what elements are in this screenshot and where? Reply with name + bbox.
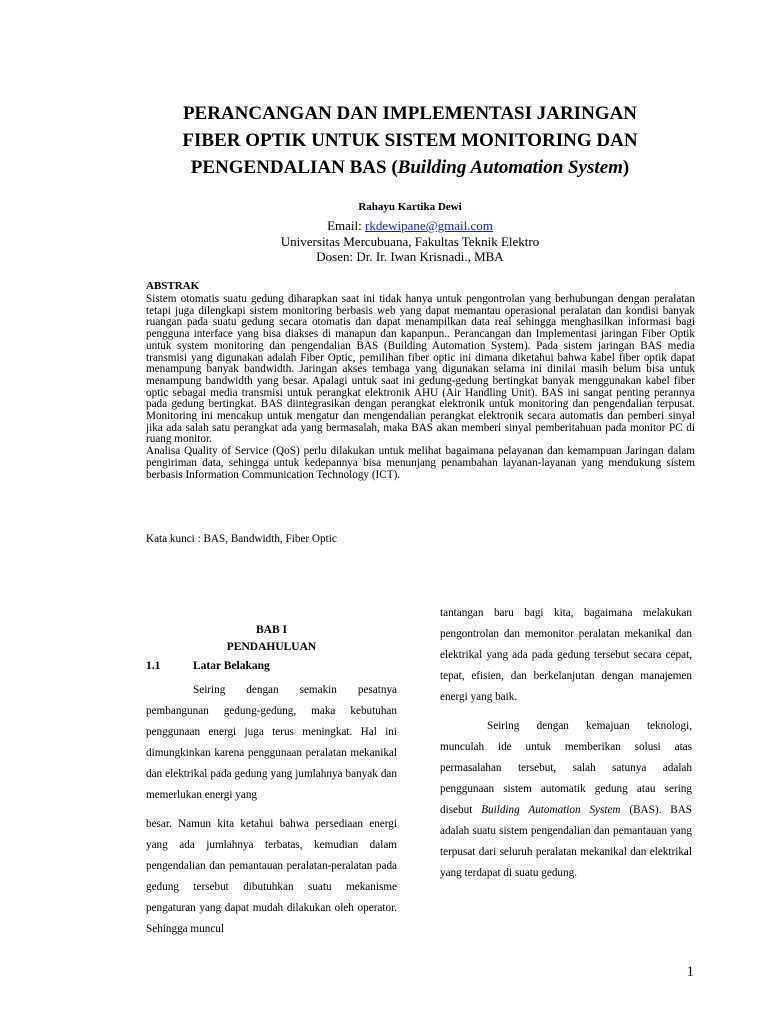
right-paragraph-2-end: (BAS). BAS adalah suatu sistem pengendalian dan pemantauan yang terpusat dari seluruh peralatan mekanikal dan elektrikal yang terdapat di suatu gedung. [440, 804, 693, 879]
author-affiliation [0, 234, 768, 264]
title-line-2: FIBER OPTIK UNTUK SISTEM MONITORING DAN [182, 130, 638, 151]
author-name: Rahayu Kartika Dewi [358, 201, 462, 213]
right-column [440, 603, 692, 884]
title-line-3 [150, 154, 670, 181]
abstract-body [146, 294, 695, 481]
title-line-3-italic: Building Automation System [397, 157, 623, 178]
author-email [0, 218, 768, 234]
section-heading [146, 660, 397, 680]
advisor: Dosen: Dr. Ir. Iwan Krisnadi., MBA [316, 249, 504, 264]
abstract-paragraph-1: Sistem otomatis suatu gedung diharapkan saat ini tidak hanya untuk pengontrolan yang berhubungan dengan peralatan tetapi juga dilengkapi sistem monitoring berbasis web yang dapat memantau operasional peralatan dan kondisi banyak ruangan pada suatu gedung secara otomatis dan dapat menampilkan data real sehingga menghasilkan informasi bagi pengguna interface yang bisa diakses di manapun dan kapanpun.. Perancangan dan Implementasi jaringan Fiber Optik untuk system monitoring dan pengendalian BAS (Building Automation System). Pada sistem jaringan BAS media transmisi yang digunakan adalah Fiber Optic, pemilihan fiber optic ini dimana diketahui bahwa kabel fiber optik dapat menampung banyak bandwidth. Jaringan akses tembaga yang digunakan selama ini dinilai masih belum bisa untuk menampung bandwidth yang besar. Apalagi untuk saat ini gedung-gedung bertingkat banyak menggunakan kabel fiber optic sebagai media transmisi untuk perangkat elektronik AHU (Air Handling Unit). BAS ini sangat penting perannya pada gedung bertingkat. BAS diintegrasikan dengan perangkat elektronik untuk monitoring dan pengendalian terpusat. Monitoring ini mencakup untuk mengatur dan mengendalian perangkat elektronik secara automatis dan pemberi sinyal jika ada salah satu perangkat ada yang bermasalah, maka BAS akan memberi sinyal pemberitahuan pada monitor PC di ruang monitor. [146, 293, 695, 446]
right-paragraph-2 [440, 716, 692, 884]
title-line-3-prefix: PENGENDALIAN BAS ( [190, 157, 398, 178]
right-paragraph-2-italic: Building Automation System [481, 804, 621, 816]
left-column [146, 622, 397, 940]
abstract-paragraph-2: Analisa Quality of Service (QoS) perlu dilakukan untuk melihat bagaimana pelayanan dan kemampuan Jaringan dalam pengiriman data, sehingga untuk kedepannya bisa menunjang penambahan layanan-layanan yang mendukung sistem berbasis Information Communication Technology (ICT). [146, 445, 695, 481]
chapter-name: PENDAHULUAN [226, 641, 317, 653]
right-paragraph-2-start: Seiring dengan kemajuan teknologi, munculah ide untuk memberikan solusi atas permasalahan tersebut, salah satunya adalah penggunaan sistem automatik gedung atau sering disebut [440, 720, 692, 816]
email-link[interactable]: rkdewipane@gmail.com [365, 218, 493, 233]
title-line-1: PERANCANGAN DAN IMPLEMENTASI JARINGAN [182, 103, 638, 124]
right-paragraph-1: tantangan baru bagi kita, bagaimana melakukan pengontrolan dan memonitor peralatan mekanikal dan elektrikal yang ada pada gedung tersebut secara cepat, tepat, efisien, dan berkelanjutan dengan manajemen energi yang baik. [440, 607, 692, 703]
left-paragraph-2: besar. Namun kita ketahui bahwa persediaan energi yang ada jumlahnya terbatas, kemudian dalam pengendalian dan pemantauan peralatan-peralatan pada gedung tersebut dibutuhkan suatu mekanisme pengaturan yang dapat mudah dilakukan oleh operator. Sehingga muncul [146, 818, 397, 935]
section-number: 1.1 [146, 660, 161, 672]
spacer [146, 806, 397, 814]
spacer [440, 708, 692, 716]
left-paragraph-1: Seiring dengan semakin pesatnya pembangunan gedung-gedung, maka kebutuhan penggunaan energi juga terus meningkat. Hal ini dimungkinkan karena penggunaan peralatan mekanikal dan elektrikal pada gedung yang jumlahnya banyak dan memerlukan energi yang [146, 684, 397, 801]
keywords: Kata kunci : BAS, Bandwidth, Fiber Optic [146, 533, 337, 545]
paper-title [150, 100, 670, 181]
chapter-number: BAB I [256, 624, 287, 636]
title-line-3-suffix: ) [622, 157, 630, 178]
section-title: Latar Belakang [193, 660, 270, 672]
affiliation: Universitas Mercubuana, Fakultas Teknik Elektro [280, 234, 540, 249]
email-label: Email: [327, 218, 366, 233]
page-number: 1 [686, 964, 694, 980]
abstract-heading: ABSTRAK [146, 280, 200, 292]
